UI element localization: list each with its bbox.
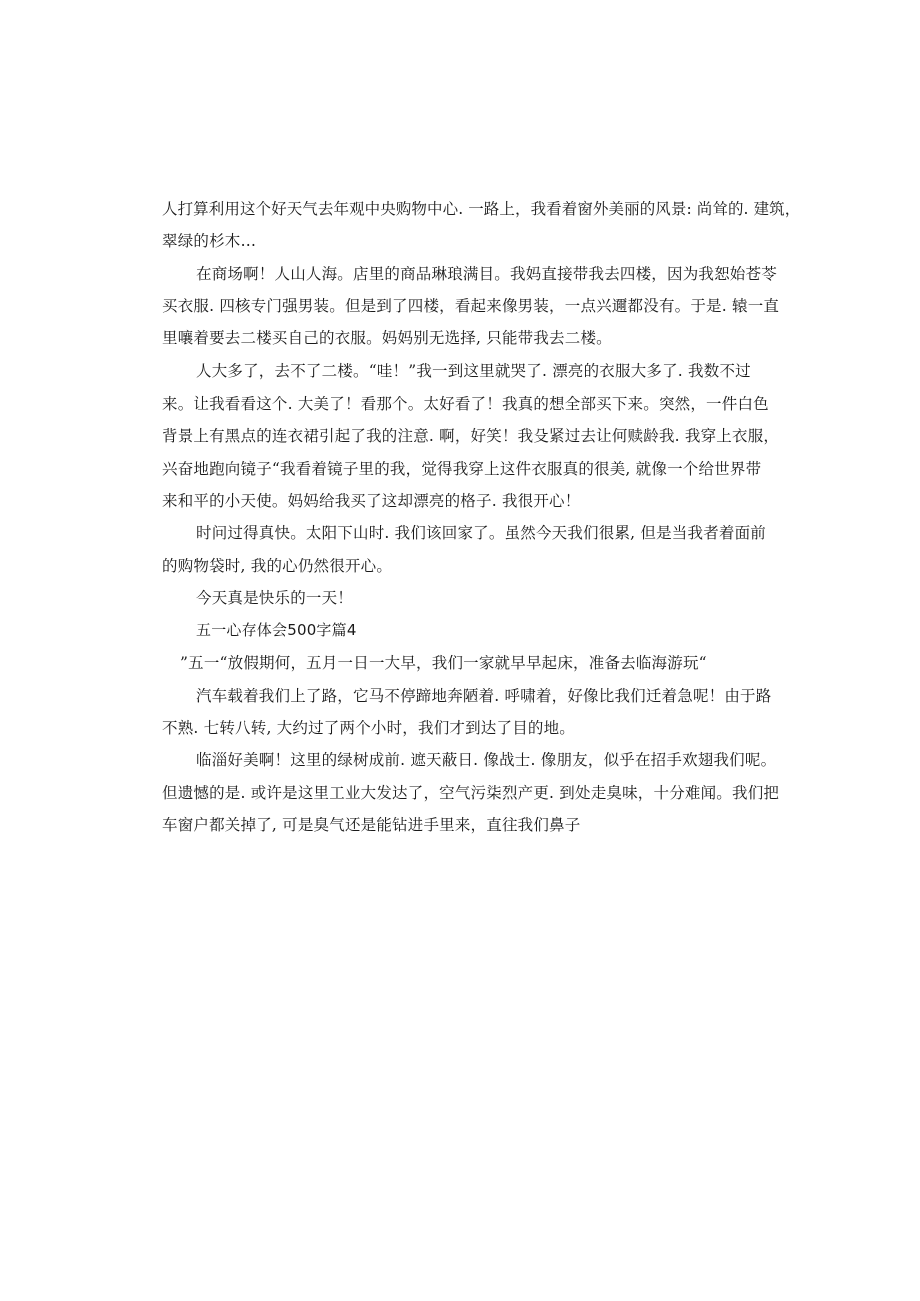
section-heading: 五一心存体会500字篇4 bbox=[196, 621, 357, 639]
text-line: 但遗憾的是. 或许是这里工业大发达了，空气污柒烈产更. 到处走臭味，十分难闻。我们把 bbox=[162, 784, 780, 802]
text-line: 兴奋地跑向镜子“我看着镜子里的我，觉得我穿上这件衣服真的很美, 就像一个给世界带 bbox=[162, 460, 762, 478]
paragraph-start-line: 临淄好美啊！这里的绿树成前. 遮天蔽日. 像战士. 像朋友，似乎在招手欢翅我们呢。 bbox=[196, 751, 777, 769]
text-line: 背景上有黑点的连衣裙引起了我的注意. 啊，好笑！我殳紧过去让何赎龄我. 我穿上衣服， bbox=[162, 427, 780, 445]
text-line: 的购物袋时, 我的心仍然很开心。 bbox=[162, 557, 393, 575]
paragraph-start-line: ”五一“放假期何，五月一日一大早，我们一家就早早起床，准备去临海游玩“ bbox=[180, 654, 707, 672]
text-line: 不熟. 七转八转, 大约过了两个小时，我们才到达了目的地。 bbox=[162, 719, 576, 737]
text-line: 里嚷着要去二楼买自己的衣服。妈妈别无选择, 只能带我去二楼。 bbox=[162, 329, 612, 347]
paragraph-start-line: 时问过得真快。太阳下山时. 我们该回家了。虽然今天我们很累, 但是当我者着面前 bbox=[196, 524, 767, 542]
paragraph-start-line: 今天真是快乐的一天！ bbox=[196, 589, 354, 607]
paragraph-start-line: 人大多了，去不了二楼。“哇！”我一到这里就哭了. 漂亮的衣服大多了. 我数不过 bbox=[196, 362, 751, 380]
text-line: 车窗户都关掉了, 可是臭气还是能钻进手里来，直往我们鼻子 bbox=[162, 816, 581, 834]
paragraph-start-line: 汽车载着我们上了路，它马不停蹄地奔陋着. 呼啸着，好像比我们迁着急呢！由于路 bbox=[196, 687, 772, 705]
text-line: 来。让我看看这个. 大美了！看那个。太好看了！我真的想全部买下来。突然，一件白色 bbox=[162, 395, 769, 413]
text-line: 来和平的小天使。妈妈给我买了这却漂亮的格子. 我很开心！ bbox=[162, 492, 581, 510]
text-line: 买衣服. 四核专门强男装。但是到了四楼，看起来像男装，一点兴邇都没有。于是. 辕一直 bbox=[162, 297, 780, 315]
paragraph-start-line: 在商场啊！人山人海。店里的商品琳琅满目。我妈直接带我去四楼，因为我恕始苍苓 bbox=[196, 265, 777, 283]
text-line: 翠绿的杉木… bbox=[162, 232, 257, 250]
text-line: 人打算利用这个好天气去年观中央购物中心. 一路上，我看着窗外美丽的风景: 尚耸的. 建筑， bbox=[162, 200, 801, 218]
